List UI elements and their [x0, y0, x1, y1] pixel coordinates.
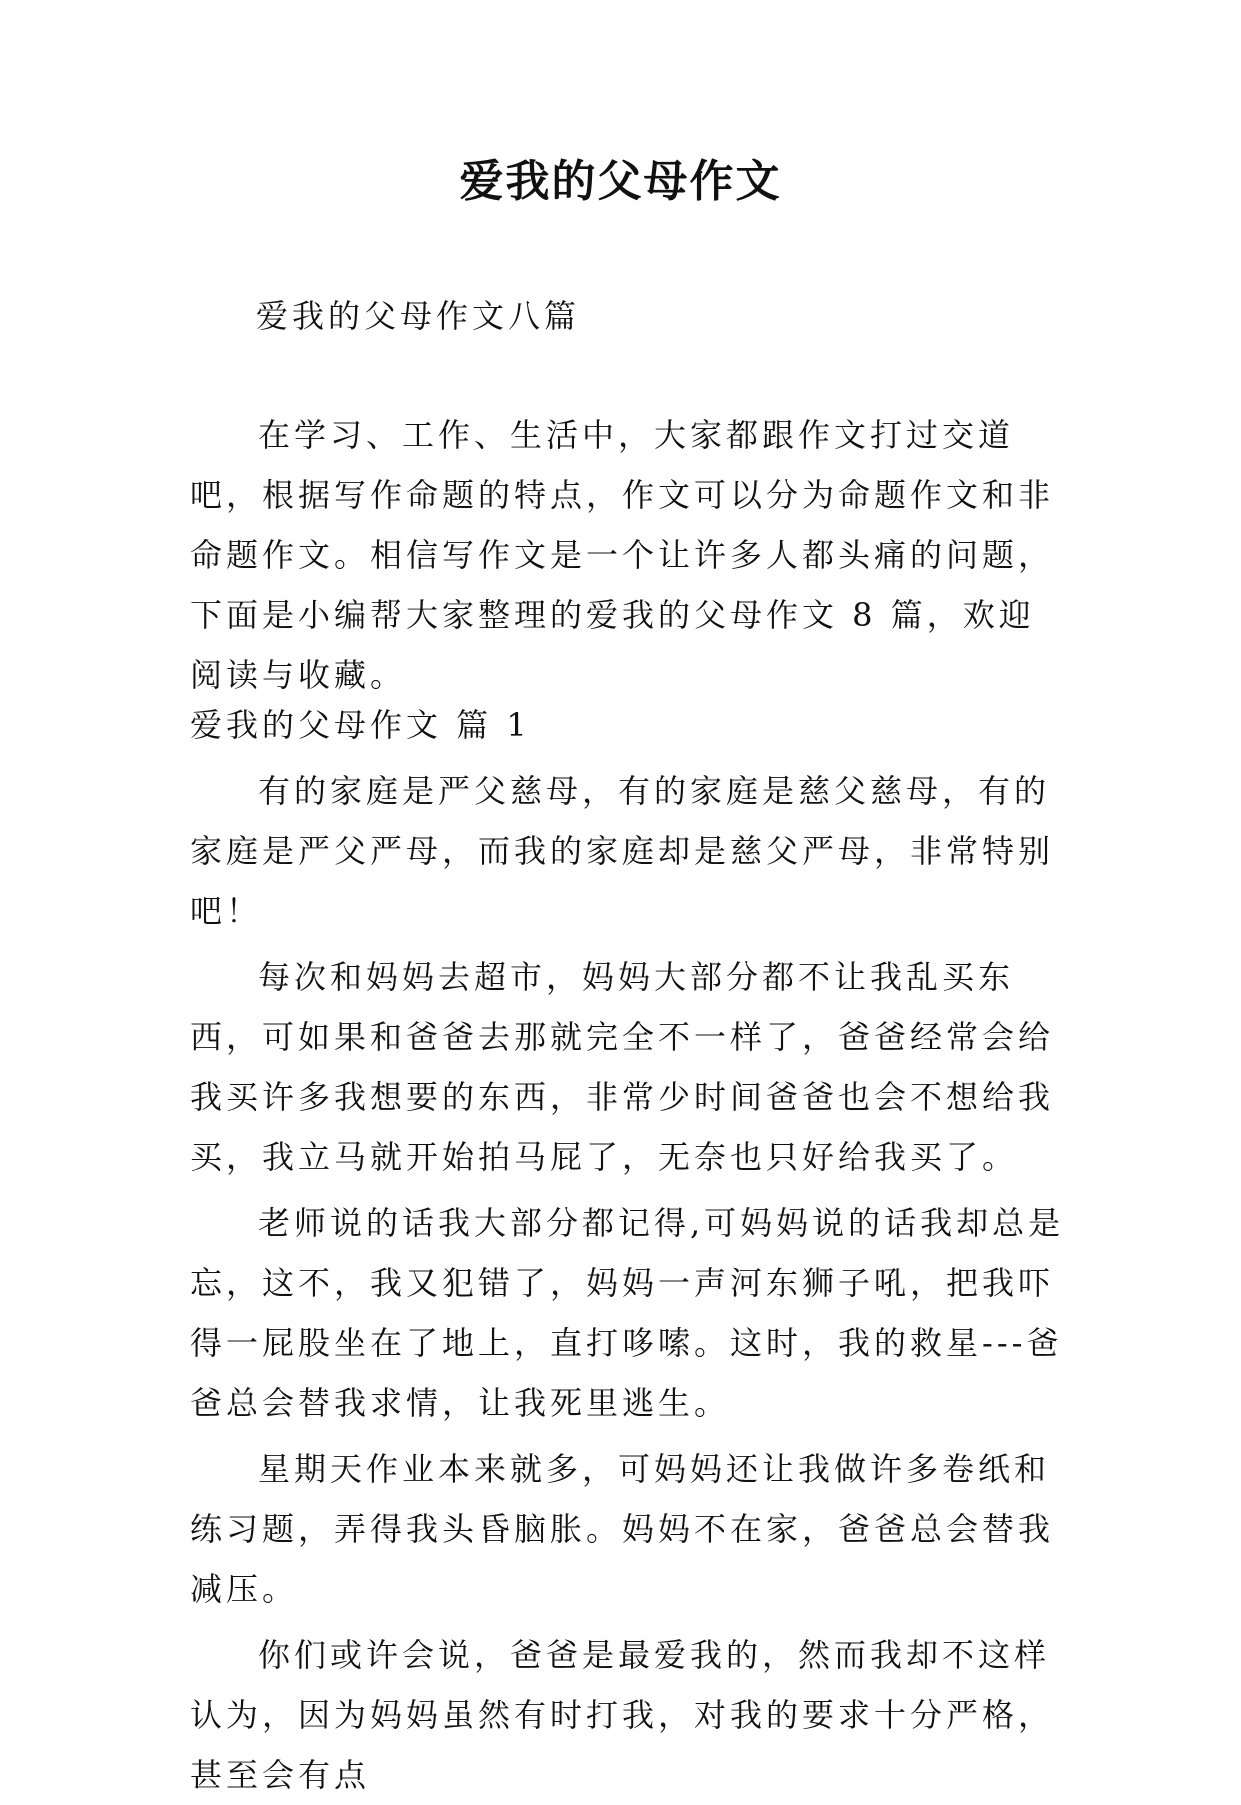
essay-paragraph: 老师说的话我大部分都记得,可妈妈说的话我却总是忘，这不，我又犯错了，妈妈一声河东狮子吼，把我吓得一屁股坐在了地上，直打哆嗦。这时，我的救星---爸爸总会替我求情，让我死里逃生。 — [190, 1204, 1065, 1422]
intro-paragraph: 在学习、工作、生活中，大家都跟作文打过交道吧，根据写作命题的特点，作文可以分为命题作文和非命题作文。相信写作文是一个让许多人都头痛的问题，下面是小编帮大家整理的爱我的父母作文 8 篇，欢迎阅读与收藏。 — [190, 416, 1055, 694]
essay-paragraph: 每次和妈妈去超市，妈妈大部分都不让我乱买东西，可如果和爸爸去那就完全不一样了，爸爸经常会给我买许多我想要的东西，非常少时间爸爸也会不想给我买，我立马就开始拍马屁了，无奈也只好给我买了。 — [190, 958, 1055, 1176]
essay-section-1 — [190, 695, 1070, 1805]
essay-paragraph: 有的家庭是严父慈母，有的家庭是慈父慈母，有的家庭是严父严母，而我的家庭却是慈父严母，非常特别吧！ — [190, 772, 1055, 930]
document-title: 爱我的父母作文 — [459, 156, 782, 207]
essay-paragraph: 星期天作业本来就多，可妈妈还让我做许多卷纸和练习题，弄得我头昏脑胀。妈妈不在家，爸爸总会替我减压。 — [190, 1450, 1055, 1608]
intro-block — [190, 405, 1070, 705]
essay-paragraph: 你们或许会说，爸爸是最爱我的，然而我却不这样认为，因为妈妈虽然有时打我，对我的要求十分严格，甚至会有点 — [190, 1636, 1055, 1794]
section-heading: 爱我的父母作文 篇 1 — [190, 706, 531, 744]
document-subtitle: 爱我的父母作文八篇 — [256, 297, 581, 335]
